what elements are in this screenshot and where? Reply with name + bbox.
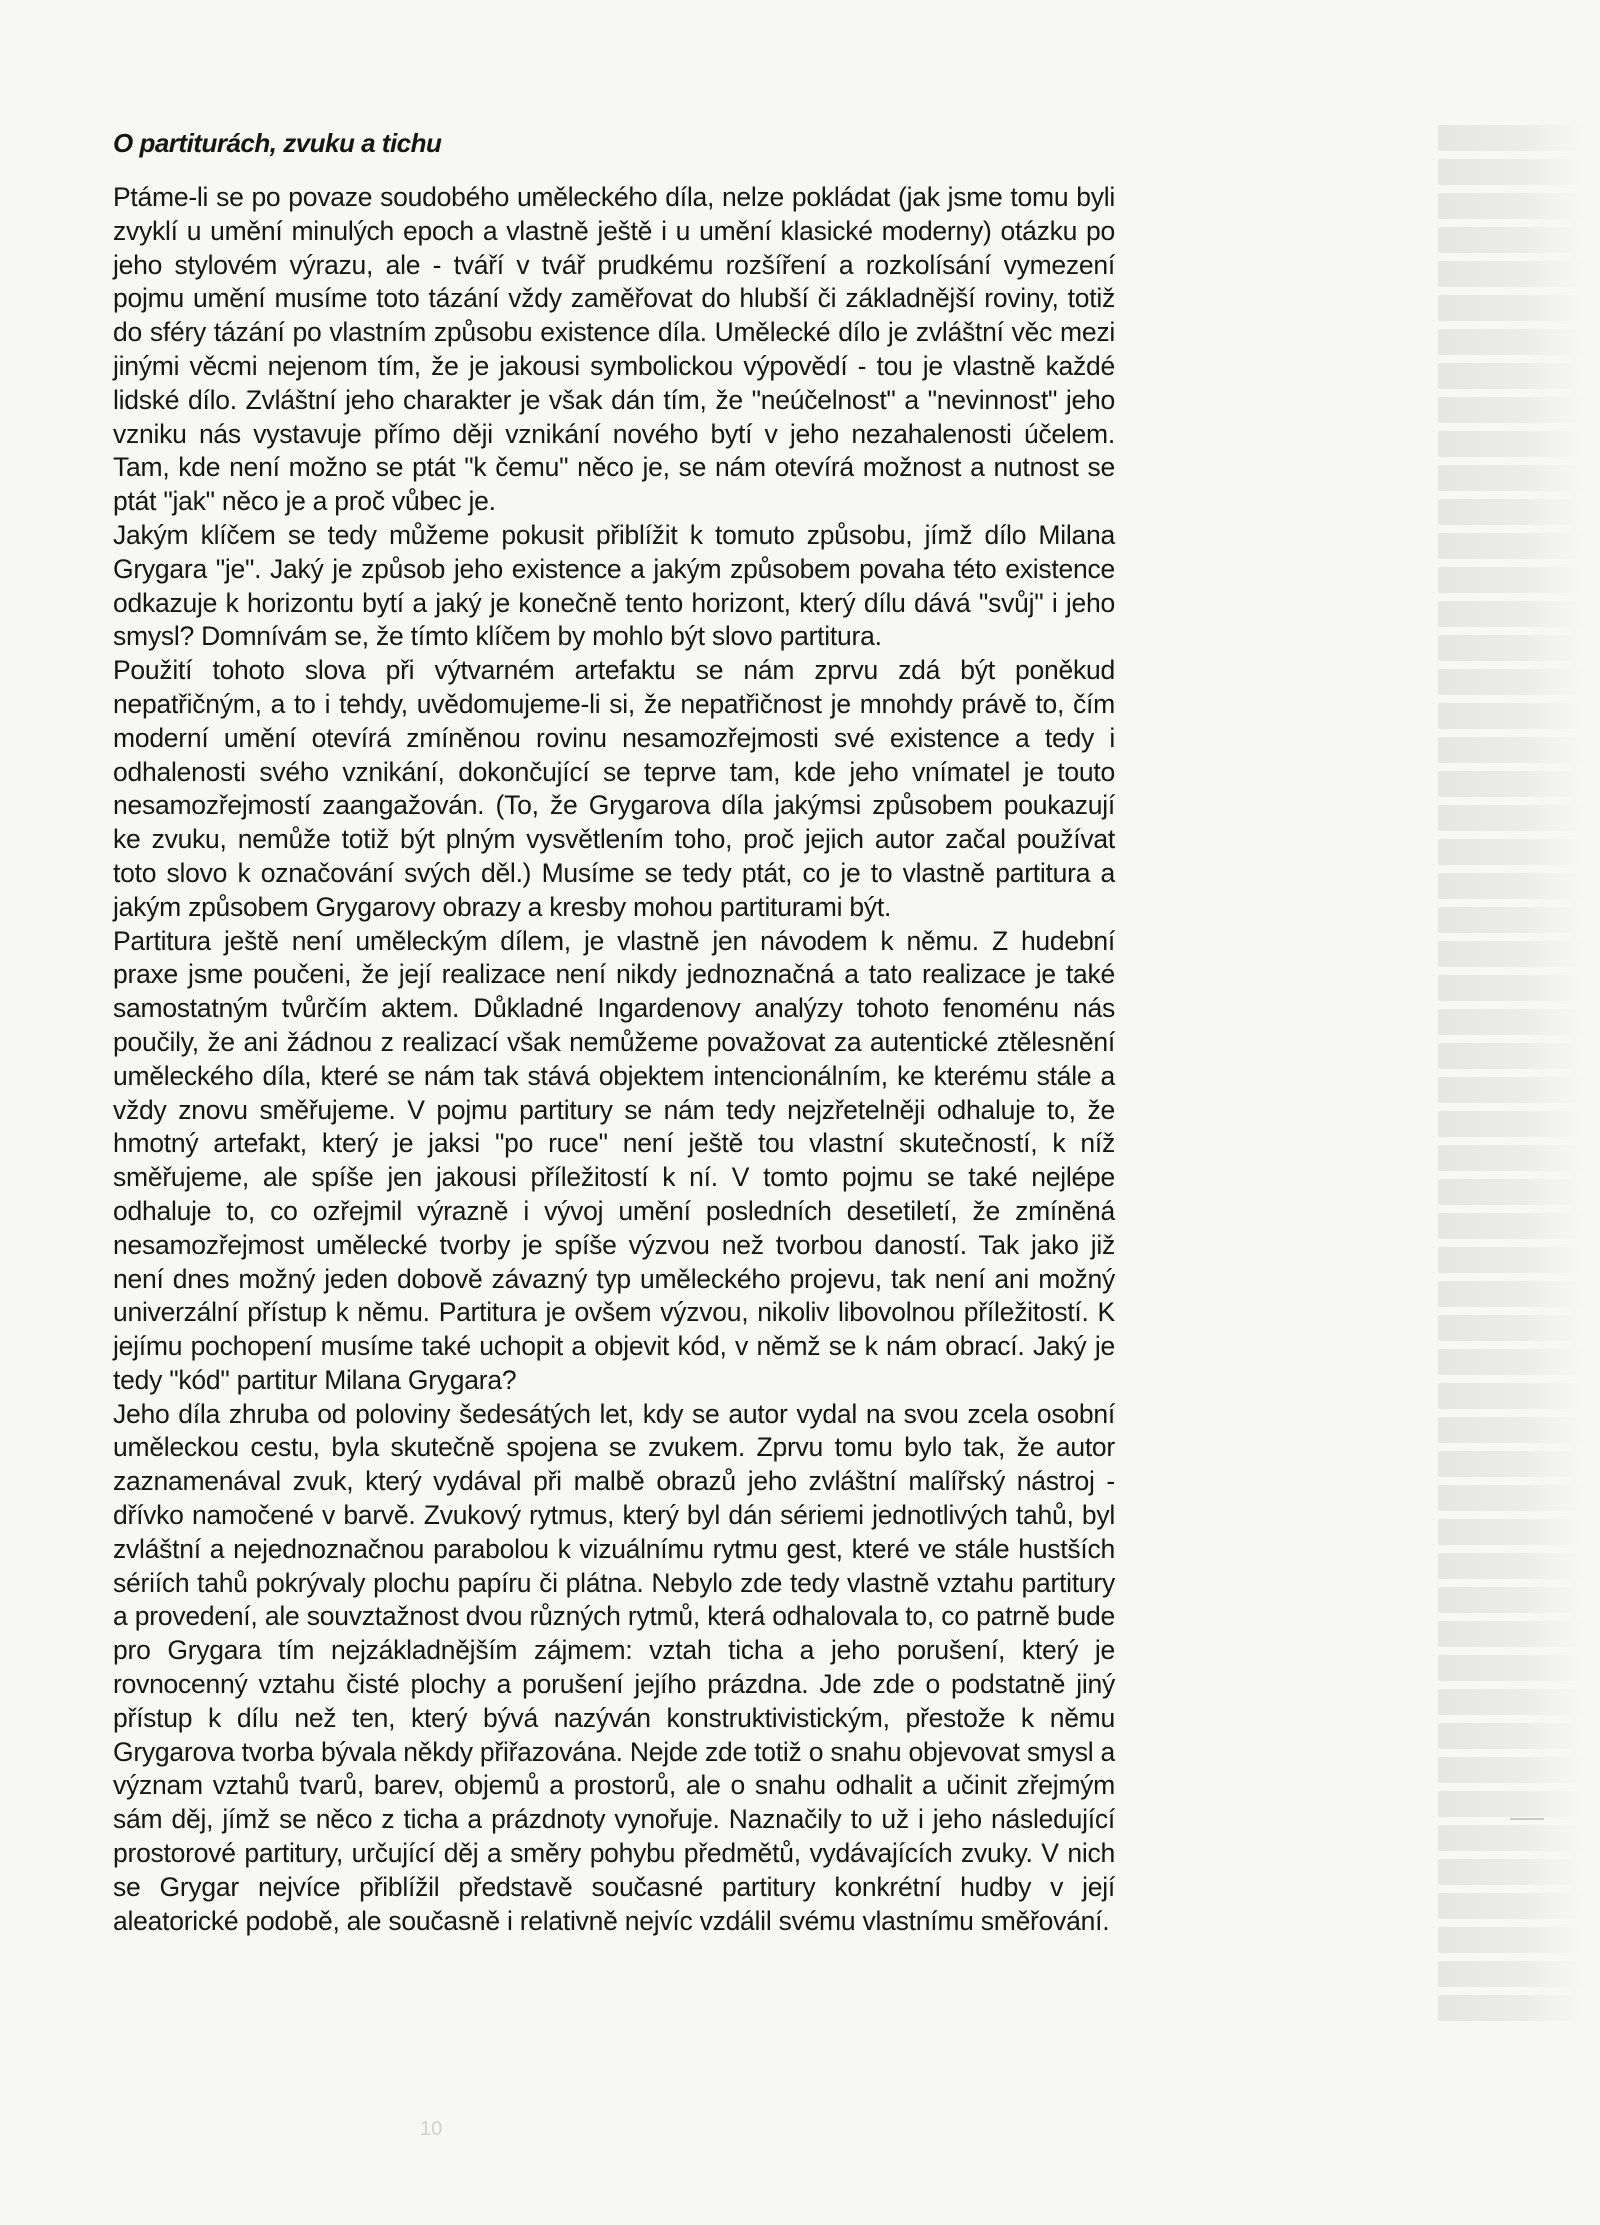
article [113,128,1115,1938]
page-number: 10 [420,2118,443,2140]
show-through-text [1438,125,1583,2025]
article-title: O partiturách, zvuku a tichu [113,128,442,158]
paragraph: Ptáme-li se po povaze soudobého uměleckého díla, nelze pokládat (jak jsme tomu byli zvyklí u umění minulých epoch a vlastně ještě i u umění klasické moderny) otázku po jeho stylovém výrazu, ale - tváří v tvář prudkému rozšíření a rozkolísání vymezení pojmu umění musíme toto tázání vždy zaměřovat do hlubší či základnější roviny, totiž do sféry tázání po vlastním způsobu existence díla. Umělecké dílo je zvláštní věc mezi jinými věcmi nejenom tím, že je jakousi symbolickou výpovědí - tou je vlastně každé lidské dílo. Zvláštní jeho charakter je však dán tím, že "neúčelnost" a "nevinnost" jeho vzniku nás vystavuje přímo ději vznikání nového bytí v jeho nezahalenosti účelem. Tam, kde není možno se ptát "k čemu" něco je, se nám otevírá možnost a nutnost se ptát "jak" něco je a proč vůbec je. [113,182,1115,517]
paragraph: Jakým klíčem se tedy můžeme pokusit přiblížit k tomuto způsobu, jímž dílo Milana Grygara "je". Jaký je způsob jeho existence a jakým způsobem povaha této existence odkazuje k horizontu bytí a jaký je konečně tento horizont, který dílu dává "svůj" i jeho smysl? Domnívám se, že tímto klíčem by mohlo být slovo partitura. [113,519,1115,652]
margin-mark [1510,1818,1544,1820]
paragraph: Partitura ještě není uměleckým dílem, je vlastně jen návodem k němu. Z hudební praxe jsme poučeni, že její realizace není nikdy jednoznačná a tato realizace je také samostatným tvůrčím aktem. Důkladné Ingardenovy analýzy tohoto fenoménu nás poučily, že ani žádnou z realizací však nemůžeme považovat za autentické ztělesnění uměleckého díla, které se nám tak stává objektem intencionálním, ke kterému stále a vždy znovu směřujeme. V pojmu partitury se nám tedy nejzřetelněji odhaluje to, že hmotný artefakt, který je jaksi "po ruce" není ještě tou vlastní skutečností, k níž směřujeme, ale spíše jen jakousi příležitostí k ní. V tomto pojmu se také nejlépe odhaluje to, co ozřejmil výrazně i vývoj umění posledních desetiletí, že zmíněná nesamozřejmost umělecké tvorby je spíše výzvou než tvorbou daností. Tak jako již není dnes možný jeden dobově závazný typ uměleckého projevu, tak není ani možný univerzální přístup k němu. Partitura je ovšem výzvou, nikoliv libovolnou příležitostí. K jejímu pochopení musíme také uchopit a objevit kód, v němž se k nám obrací. Jaký je tedy "kód" partitur Milana Grygara? [113,925,1115,1395]
paragraph: Jeho díla zhruba od poloviny šedesátých let, kdy se autor vydal na svou zcela osobní uměleckou cestu, byla skutečně spojena se zvukem. Zprvu tomu bylo tak, že autor zaznamenával zvuk, který vydával při malbě obrazů jeho zvláštní malířský nástroj - dřívko namočené v barvě. Zvukový rytmus, který byl dán sériemi jednotlivých tahů, byl zvláštní a nejednoznačnou parabolou k vizuálnímu rytmu gest, které ve stále hustších sériích tahů pokrývaly plochu papíru či plátna. Nebylo zde tedy vlastně vztahu partitury a provedení, ale souvztažnost dvou různých rytmů, která odhalovala to, co patrně bude pro Grygara tím nejzákladnějším zájmem: vztah ticha a jeho porušení, který je rovnocenný vztahu čisté plochy a porušení jejího prázdna. Jde zde o podstatně jiný přístup k dílu než ten, který bývá nazýván konstruktivistickým, přestože k němu Grygarova tvorba bývala někdy přiřazována. Nejde zde totiž o snahu objevovat smysl a význam vztahů tvarů, barev, objemů a prostorů, ale o snahu odhalit a učinit zřejmým sám děj, jímž se něco z ticha a prázdnoty vynořuje. Naznačily to už i jeho následující prostorové partitury, určující děj a směry pohybu předmětů, vydávajících zvuky. V nich se Grygar nejvíce přiblížil představě současné partitury konkrétní hudby v její aleatorické podobě, ale současně i relativně nejvíc vzdálil svému vlastnímu směřování. [113,1398,1115,1936]
paragraph: Použití tohoto slova při výtvarném artefaktu se nám zprvu zdá být poněkud nepatřičným, a to i tehdy, uvědomujeme-li si, že nepatřičnost je mnohdy právě to, čím moderní umění otevírá zmíněnou rovinu nesamozřejmosti své existence a tedy i odhalenosti svého vznikání, dokončující se teprve tam, kde jeho vnímatel je touto nesamozřejmostí zaangažován. (To, že Grygarova díla jakýmsi způsobem poukazují ke zvuku, nemůže totiž být plným vysvětlením toho, proč jejich autor začal používat toto slovo k označování svých děl.) Musíme se tedy ptát, co je to vlastně partitura a jakým způsobem Grygarovy obrazy a kresby mohou partiturami být. [113,655,1115,922]
